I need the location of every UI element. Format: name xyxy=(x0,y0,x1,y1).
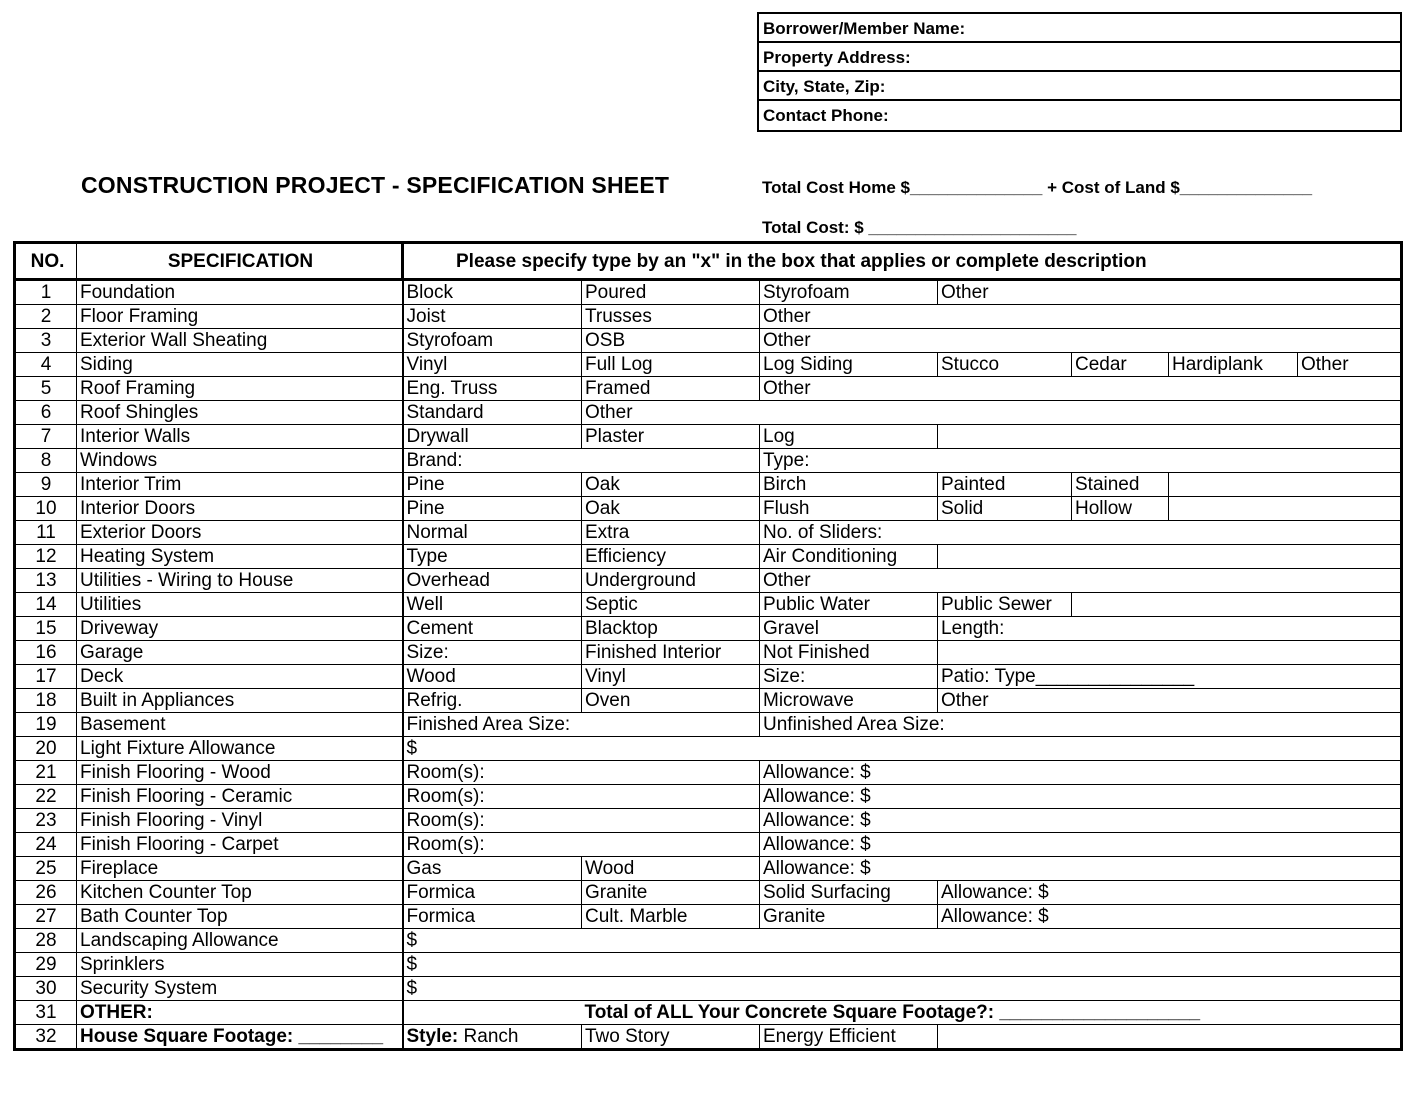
option-cell[interactable]: Refrig. xyxy=(403,689,582,713)
spec-name: Landscaping Allowance xyxy=(77,929,403,953)
spec-name: Roof Framing xyxy=(77,377,403,401)
option-cell[interactable] xyxy=(938,425,1402,449)
option-cell[interactable] xyxy=(1072,593,1402,617)
option-cell[interactable]: Formica xyxy=(403,881,582,905)
option-cell[interactable]: Total of ALL Your Concrete Square Footage?: ___________________ xyxy=(582,1001,1402,1025)
option-cell[interactable]: Other xyxy=(760,305,1402,329)
table-row xyxy=(15,280,1402,305)
option-cell[interactable]: Normal xyxy=(403,521,582,545)
table-row xyxy=(15,689,1402,713)
table-row xyxy=(15,401,1402,425)
table-row xyxy=(15,377,1402,401)
option-cell[interactable]: Plaster xyxy=(582,425,760,449)
option-cell[interactable]: Room(s): xyxy=(403,833,760,857)
table-row xyxy=(15,305,1402,329)
table-row xyxy=(15,833,1402,857)
table-row xyxy=(15,665,1402,689)
option-cell[interactable]: $ xyxy=(403,953,1402,977)
table-row xyxy=(15,641,1402,665)
option-cell[interactable]: Brand: xyxy=(403,449,760,473)
spec-name: Light Fixture Allowance xyxy=(77,737,403,761)
option-cell[interactable]: Not Finished xyxy=(760,641,938,665)
option-cell[interactable]: Wood xyxy=(582,857,760,881)
table-header-row xyxy=(15,243,1402,280)
option-cell[interactable]: Styrofoam xyxy=(760,280,938,305)
option-cell[interactable]: Patio: Type_______________ xyxy=(938,665,1402,689)
row-number: 18 xyxy=(15,689,77,713)
option-cell[interactable]: Gas xyxy=(403,857,582,881)
option-cell[interactable]: Size: xyxy=(403,641,582,665)
row-number: 2 xyxy=(15,305,77,329)
spec-name: Bath Counter Top xyxy=(77,905,403,929)
option-cell[interactable] xyxy=(938,1025,1402,1050)
option-cell[interactable]: Birch xyxy=(760,473,938,497)
option-cell[interactable]: Efficiency xyxy=(582,545,760,569)
option-cell[interactable]: Underground xyxy=(582,569,760,593)
row-number: 6 xyxy=(15,401,77,425)
style-label: Style: xyxy=(406,1026,459,1047)
option-cell[interactable]: Granite xyxy=(582,881,760,905)
cost-home-land-line[interactable]: Total Cost Home $______________ + Cost of Land $______________ xyxy=(762,178,1313,197)
spec-name: Finish Flooring - Ceramic xyxy=(77,785,403,809)
spec-name: Heating System xyxy=(77,545,403,569)
specification-table xyxy=(13,241,1403,1051)
table-row xyxy=(15,497,1402,521)
option-cell[interactable]: Solid Surfacing xyxy=(760,881,938,905)
option-cell[interactable]: Microwave xyxy=(760,689,938,713)
row-number: 26 xyxy=(15,881,77,905)
row-number: 25 xyxy=(15,857,77,881)
option-cell[interactable] xyxy=(403,1001,582,1025)
table-row xyxy=(15,521,1402,545)
table-row xyxy=(15,1025,1402,1050)
option-cell[interactable]: Hollow xyxy=(1072,497,1169,521)
table-row xyxy=(15,881,1402,905)
option-cell[interactable]: Cedar xyxy=(1072,353,1169,377)
row-number: 29 xyxy=(15,953,77,977)
option-cell[interactable]: Finished Interior xyxy=(582,641,760,665)
spec-name: Sprinklers xyxy=(77,953,403,977)
option-cell[interactable]: Well xyxy=(403,593,582,617)
option-cell[interactable]: Septic xyxy=(582,593,760,617)
spec-name: Windows xyxy=(77,449,403,473)
option-cell[interactable]: Log Siding xyxy=(760,353,938,377)
option-cell[interactable]: Type xyxy=(403,545,582,569)
option-cell[interactable]: Log xyxy=(760,425,938,449)
table-body xyxy=(15,280,1402,1050)
option-cell[interactable]: Cult. Marble xyxy=(582,905,760,929)
option-cell[interactable]: Air Conditioning xyxy=(760,545,938,569)
option-cell[interactable]: Oak xyxy=(582,497,760,521)
column-header-specification: SPECIFICATION xyxy=(77,243,403,280)
spec-name: Foundation xyxy=(77,280,403,305)
spec-name: Finish Flooring - Wood xyxy=(77,761,403,785)
row-number: 23 xyxy=(15,809,77,833)
spec-name: Utilities - Wiring to House xyxy=(77,569,403,593)
table-row xyxy=(15,353,1402,377)
option-cell[interactable]: Allowance: $ xyxy=(760,833,1402,857)
table-row xyxy=(15,809,1402,833)
option-cell[interactable]: Public Sewer xyxy=(938,593,1072,617)
row-number: 24 xyxy=(15,833,77,857)
spec-name: Roof Shingles xyxy=(77,401,403,425)
option-cell[interactable]: Allowance: $ xyxy=(760,761,1402,785)
spec-name: Exterior Doors xyxy=(77,521,403,545)
option-cell[interactable] xyxy=(1169,473,1402,497)
table-row xyxy=(15,593,1402,617)
spec-name: Built in Appliances xyxy=(77,689,403,713)
option-cell[interactable]: Type: xyxy=(760,449,1402,473)
column-header-description: Please specify type by an "x" in the box that applies or complete description xyxy=(403,243,1402,280)
row-number: 7 xyxy=(15,425,77,449)
table-row xyxy=(15,929,1402,953)
option-cell[interactable]: Allowance: $ xyxy=(938,881,1402,905)
total-cost-line[interactable]: Total Cost: $ ______________________ xyxy=(762,218,1077,237)
borrower-info-box xyxy=(757,12,1402,132)
row-number: 30 xyxy=(15,977,77,1001)
row-number: 11 xyxy=(15,521,77,545)
option-cell[interactable]: Unfinished Area Size: xyxy=(760,713,1402,737)
option-cell[interactable]: Joist xyxy=(403,305,582,329)
row-number: 27 xyxy=(15,905,77,929)
option-cell[interactable]: Energy Efficient xyxy=(760,1025,938,1050)
option-cell[interactable]: Vinyl xyxy=(403,353,582,377)
row-number: 13 xyxy=(15,569,77,593)
option-cell[interactable]: Other xyxy=(1298,353,1402,377)
option-cell[interactable]: Trusses xyxy=(582,305,760,329)
row-number: 1 xyxy=(15,280,77,305)
document-title: CONSTRUCTION PROJECT - SPECIFICATION SHEET xyxy=(81,172,670,198)
option-cell[interactable]: Granite xyxy=(760,905,938,929)
spec-name: Interior Trim xyxy=(77,473,403,497)
option-cell[interactable]: Other xyxy=(760,569,1402,593)
option-cell[interactable]: Drywall xyxy=(403,425,582,449)
spec-name: Security System xyxy=(77,977,403,1001)
spec-name: Floor Framing xyxy=(77,305,403,329)
contact-phone-field[interactable]: Contact Phone: xyxy=(763,106,889,125)
table-row xyxy=(15,425,1402,449)
style-value: Ranch xyxy=(463,1026,519,1047)
option-cell[interactable]: Solid xyxy=(938,497,1072,521)
option-cell[interactable]: Hardiplank xyxy=(1169,353,1298,377)
table-row xyxy=(15,857,1402,881)
row-number: 4 xyxy=(15,353,77,377)
row-number: 5 xyxy=(15,377,77,401)
table-row xyxy=(15,1001,1402,1025)
option-cell[interactable]: Other xyxy=(582,401,1402,425)
option-cell[interactable]: Overhead xyxy=(403,569,582,593)
table-row xyxy=(15,473,1402,497)
row-number: 15 xyxy=(15,617,77,641)
option-cell[interactable]: Styrofoam xyxy=(403,329,582,353)
table-row xyxy=(15,977,1402,1001)
option-cell[interactable]: Allowance: $ xyxy=(760,809,1402,833)
option-cell[interactable]: Room(s): xyxy=(403,809,760,833)
option-cell[interactable]: Oak xyxy=(582,473,760,497)
option-cell[interactable]: Blacktop xyxy=(582,617,760,641)
row-number: 12 xyxy=(15,545,77,569)
option-cell[interactable] xyxy=(403,1025,582,1050)
option-cell[interactable]: Room(s): xyxy=(403,761,760,785)
spec-name: Exterior Wall Sheating xyxy=(77,329,403,353)
row-number: 19 xyxy=(15,713,77,737)
table-row xyxy=(15,761,1402,785)
option-cell[interactable]: Standard xyxy=(403,401,582,425)
option-cell[interactable]: Room(s): xyxy=(403,785,760,809)
table-row xyxy=(15,713,1402,737)
option-cell[interactable]: Other xyxy=(938,689,1402,713)
option-cell[interactable]: Eng. Truss xyxy=(403,377,582,401)
spec-name: Interior Walls xyxy=(77,425,403,449)
option-cell[interactable]: $ xyxy=(403,977,1402,1001)
table-row xyxy=(15,569,1402,593)
option-cell[interactable]: Pine xyxy=(403,473,582,497)
option-cell[interactable]: Other xyxy=(938,280,1402,305)
option-cell[interactable]: Flush xyxy=(760,497,938,521)
row-number: 21 xyxy=(15,761,77,785)
row-number: 3 xyxy=(15,329,77,353)
option-cell[interactable]: Extra xyxy=(582,521,760,545)
option-cell[interactable]: Other xyxy=(760,329,1402,353)
option-cell[interactable]: $ xyxy=(403,737,1402,761)
option-cell[interactable]: Allowance: $ xyxy=(760,857,1402,881)
spec-name: Utilities xyxy=(77,593,403,617)
row-number: 17 xyxy=(15,665,77,689)
spec-name: Driveway xyxy=(77,617,403,641)
spec-name: Deck xyxy=(77,665,403,689)
option-cell[interactable]: Gravel xyxy=(760,617,938,641)
option-cell[interactable]: Allowance: $ xyxy=(938,905,1402,929)
option-cell[interactable]: Two Story xyxy=(582,1025,760,1050)
row-number: 20 xyxy=(15,737,77,761)
option-cell[interactable]: Vinyl xyxy=(582,665,760,689)
table-row xyxy=(15,953,1402,977)
option-cell[interactable]: Size: xyxy=(760,665,938,689)
table-row xyxy=(15,617,1402,641)
option-cell[interactable]: Framed xyxy=(582,377,760,401)
option-cell[interactable]: No. of Sliders: xyxy=(760,521,1402,545)
option-cell[interactable]: Oven xyxy=(582,689,760,713)
table-row xyxy=(15,905,1402,929)
option-cell[interactable]: OSB xyxy=(582,329,760,353)
row-number: 28 xyxy=(15,929,77,953)
spec-name: Interior Doors xyxy=(77,497,403,521)
option-cell[interactable] xyxy=(938,641,1402,665)
option-cell[interactable] xyxy=(938,545,1402,569)
row-number: 8 xyxy=(15,449,77,473)
table-row xyxy=(15,449,1402,473)
option-cell[interactable]: Allowance: $ xyxy=(760,785,1402,809)
spec-name: Basement xyxy=(77,713,403,737)
option-cell[interactable]: $ xyxy=(403,929,1402,953)
spec-name: Garage xyxy=(77,641,403,665)
spec-name: Fireplace xyxy=(77,857,403,881)
spec-name: OTHER: xyxy=(77,1001,403,1025)
city-state-zip-field[interactable]: City, State, Zip: xyxy=(759,72,1400,101)
option-cell[interactable]: Poured xyxy=(582,280,760,305)
row-number: 22 xyxy=(15,785,77,809)
row-number: 32 xyxy=(15,1025,77,1050)
table-row xyxy=(15,545,1402,569)
option-cell[interactable]: Formica xyxy=(403,905,582,929)
option-cell[interactable]: Full Log xyxy=(582,353,760,377)
table-row xyxy=(15,329,1402,353)
row-number: 9 xyxy=(15,473,77,497)
option-cell[interactable]: Cement xyxy=(403,617,582,641)
option-cell[interactable]: Stained xyxy=(1072,473,1169,497)
spec-name: Siding xyxy=(77,353,403,377)
option-cell[interactable]: Block xyxy=(403,280,582,305)
row-number: 14 xyxy=(15,593,77,617)
column-header-no: NO. xyxy=(15,243,77,280)
table-row xyxy=(15,737,1402,761)
option-cell[interactable]: Wood xyxy=(403,665,582,689)
row-number: 31 xyxy=(15,1001,77,1025)
option-cell[interactable]: Public Water xyxy=(760,593,938,617)
option-cell[interactable]: Length: xyxy=(938,617,1402,641)
spec-name: Finish Flooring - Carpet xyxy=(77,833,403,857)
row-number: 16 xyxy=(15,641,77,665)
option-cell[interactable]: Pine xyxy=(403,497,582,521)
borrower-name-field[interactable]: Borrower/Member Name: xyxy=(759,14,1400,43)
spec-name: House Square Footage: ________ xyxy=(77,1025,403,1050)
option-cell[interactable]: Stucco xyxy=(938,353,1072,377)
table-row xyxy=(15,785,1402,809)
property-address-field[interactable]: Property Address: xyxy=(759,43,1400,72)
option-cell[interactable]: Painted xyxy=(938,473,1072,497)
spec-name: Finish Flooring - Vinyl xyxy=(77,809,403,833)
spec-name: Kitchen Counter Top xyxy=(77,881,403,905)
option-cell[interactable]: Finished Area Size: xyxy=(403,713,760,737)
option-cell[interactable] xyxy=(1169,497,1402,521)
option-cell[interactable]: Other xyxy=(760,377,1402,401)
row-number: 10 xyxy=(15,497,77,521)
